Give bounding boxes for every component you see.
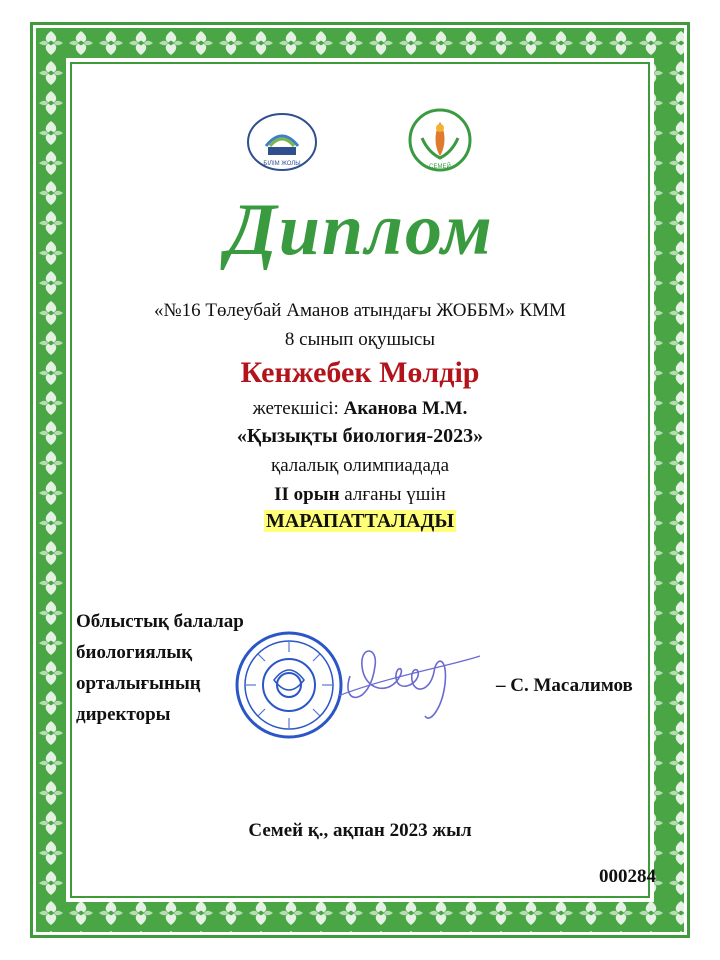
- award-line: [0, 510, 720, 533]
- olympiad-level: қалалық олимпиадада: [270, 455, 450, 476]
- place-line: [0, 484, 720, 506]
- supervisor-label: жетекшісі:: [252, 398, 339, 419]
- biology-logo-caption: СЕМЕЙ: [429, 164, 451, 170]
- place-date: Семей қ., ақпан 2023 жыл: [248, 820, 472, 841]
- director-title: [76, 606, 246, 730]
- signer-name: – С. Масалимов: [496, 675, 633, 696]
- official-seal: [234, 630, 344, 740]
- olympiad-name: «Қызықты биология-2023»: [236, 425, 484, 447]
- grade-line: 8 сынып оқушысы: [284, 329, 436, 350]
- school-logo-caption: БІЛІМ ЖОЛЫ: [263, 161, 301, 167]
- school-logo: [246, 112, 318, 172]
- supervisor-line: [0, 398, 720, 420]
- director-line-1: Облыстық балалар: [76, 611, 244, 632]
- place-strong: II орын: [274, 484, 340, 505]
- place-rest: алғаны үшін: [344, 484, 446, 505]
- supervisor-name: Аканова М.М.: [343, 398, 468, 419]
- award-text: МАРАПАТТАЛАДЫ: [265, 510, 455, 532]
- director-line-4: директоры: [76, 704, 171, 725]
- diploma-title: Диплом: [226, 189, 494, 271]
- school-name: «№16 Төлеубай Аманов атындағы ЖОББМ» КММ: [154, 300, 566, 321]
- diploma-number: 000284: [599, 866, 656, 887]
- director-line-2: биологиялық: [76, 642, 193, 663]
- biology-center-logo: [408, 108, 472, 174]
- director-line-3: орталығының: [76, 673, 201, 694]
- director-signature: [330, 636, 500, 728]
- student-name: Кенжебек Мөлдір: [240, 356, 480, 389]
